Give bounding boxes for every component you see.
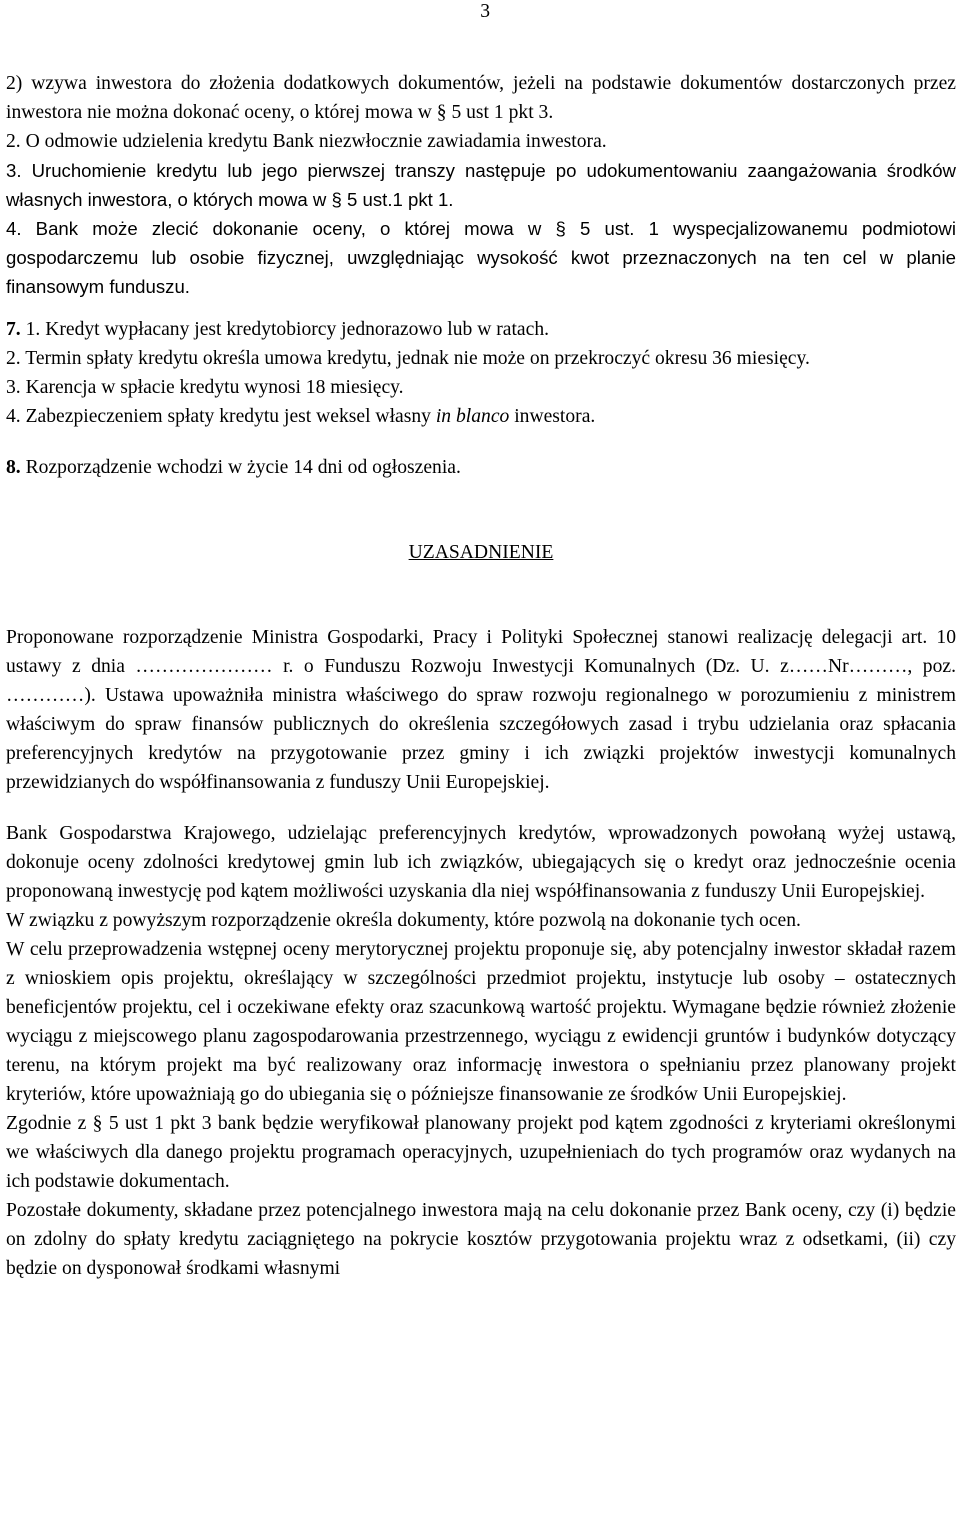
justification-paragraph-4: W celu przeprowadzenia wstępnej oceny merytorycznej projektu proponuje się, aby potencjalny inwestor składał razem z wnioskiem opis projektu, określający w szczególności przedmiot projektu, instytucje lub osoby – ostatecznych beneficjentów projektu, cel i oczekiwane efekty oraz szacunkową wartość projektu. Wymagane będzie również złożenie wyciągu z miejscowego planu zagospodarowania przestrzennego, wyciągu z ewidencji gruntów i budynków dotyczący terenu, na którym projekt ma być realizowany oraz informację inwestora o spełnianiu przez planowany projekt kryteriów, które upoważniają go do ubiegania się o późniejsze finansowanie ze środków Unii Europejskiej. [6,939,956,1105]
section-7-item-1-text: 1. Kredyt wypłacany jest kredytobiorcy jednorazowo lub w ratach. [20,319,550,340]
justification-paragraph-5: Zgodnie z § 5 ust 1 pkt 3 bank będzie weryfikował planowany projekt pod kątem zgodności z kryteriami określonymi we właściwych dla danego projektu programach operacyjnych, uzupełnieniach do tych programów oraz wydanych na ich podstawie dokumentach. [6,1113,956,1192]
section-7-item-4-italic: in blanco [435,406,510,427]
list-item-3: 3. Uruchomienie kredytu lub jego pierwszej transzy następuje po udokumentowaniu zaangażowania środków własnych inwestora, o których mowa w § 5 ust.1 pkt 1. [6,160,956,210]
list-item-2: 2. O odmowie udzielenia kredytu Bank niezwłocznie zawiadamia inwestora. [6,131,607,152]
section-7-mark: 7. [6,319,21,340]
section-8 [6,453,956,482]
page-number: 3 [480,1,490,22]
section-7-item-4-suffix: inwestora. [509,406,596,427]
section-7-item-3: 3. Karencja w spłacie kredytu wynosi 18 miesięcy. [6,377,404,398]
list-item-2-point: 2) wzywa inwestora do złożenia dodatkowych dokumentów, jeżeli na podstawie dokumentów dostarczonych przez inwestora nie można dokonać oceny, o której mowa w § 5 ust 1 pkt 3. [6,73,956,123]
justification-paragraph-1: Proponowane rozporządzenie Ministra Gospodarki, Pracy i Polityki Społecznej stanowi realizację delegacji art. 10 ustawy z dnia ………………… r. o Funduszu Rozwoju Inwestycji Komunalnych (Dz. U. z……Nr………, poz. …………). Ustawa upoważniła ministra właściwego do spraw rozwoju regionalnego w porozumieniu z ministrem właściwym do spraw finansów publicznych do określenia szczegółowych zasad i trybu udzielania oraz spłacania preferencyjnych kredytów na przygotowanie przez gminy i ich związki projektów inwestycji komunalnych przewidzianych do współfinansowania z funduszy Unii Europejskiej. [6,627,956,793]
section-8-mark: 8. [6,457,21,478]
justification-paragraph-3: W związku z powyższym rozporządzenie określa dokumenty, które pozwolą na dokonanie tych ocen. [6,910,801,931]
section-7-item-1 [6,315,956,344]
justification-paragraph-2: Bank Gospodarstwa Krajowego, udzielając preferencyjnych kredytów, wprowadzonych powołaną wyżej ustawą, dokonuje oceny zdolności kredytowej gmin lub ich związków, ubiegających się o kredyt oraz jednocześnie ocenia proponowaną inwestycję pod kątem możliwości uzyskania dla niej współfinansowania z funduszy Unii Europejskiej. [6,823,956,902]
section-7-item-4 [6,402,956,431]
justification-heading: UZASADNIENIE [408,542,554,563]
section-8-text: Rozporządzenie wchodzi w życie 14 dni od ogłoszenia. [20,457,461,478]
document-body [6,69,956,1283]
justification-paragraph-6: Pozostałe dokumenty, składane przez potencjalnego inwestora mają na celu dokonanie przez Bank oceny, czy (i) będzie on zdolny do spłaty kredytu zaciągniętego na pokrycie kosztów przygotowania projektu wraz z odsetkami, (ii) czy będzie on dysponował środkami własnymi [6,1200,956,1279]
section-7-item-2: 2. Termin spłaty kredytu określa umowa kredytu, jednak nie może on przekroczyć okresu 36 miesięcy. [6,348,810,369]
section-7-item-4-prefix: 4. Zabezpieczeniem spłaty kredytu jest weksel własny [6,406,436,427]
list-item-4: 4. Bank może zlecić dokonanie oceny, o której mowa w § 5 ust. 1 wyspecjalizowanemu podmiotowi gospodarczemu lub osobie fizycznej, uwzględniając wysokość kwot przeznaczonych na ten cel w planie finansowym funduszu. [6,218,956,297]
